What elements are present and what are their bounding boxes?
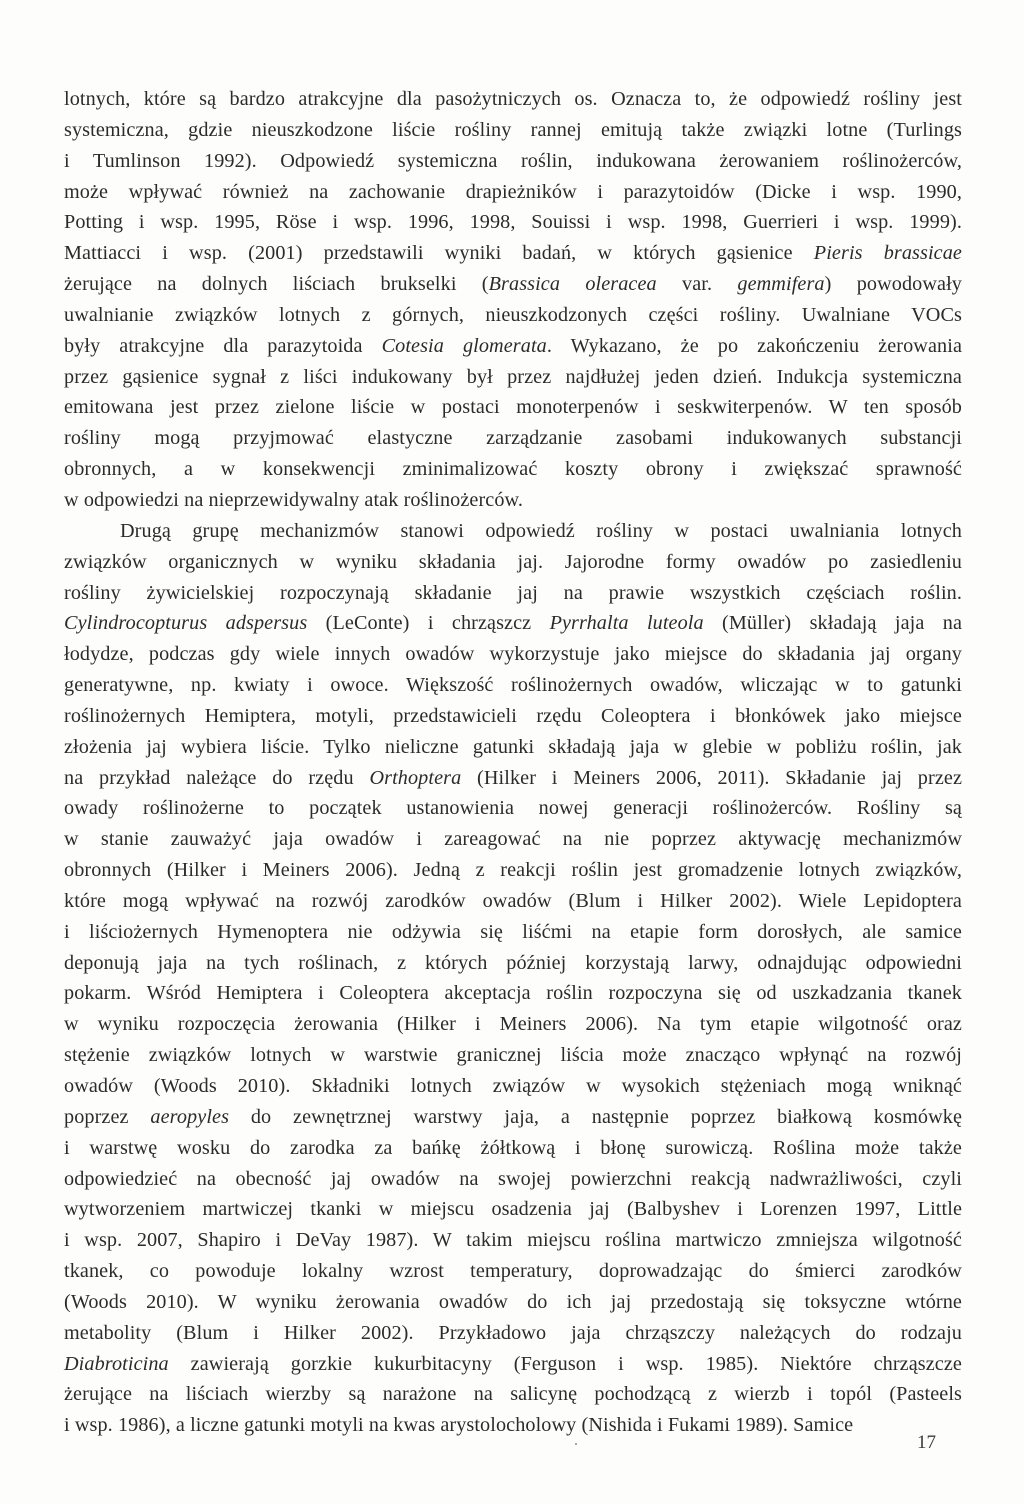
text-run: (LeConte) i chrząszcz xyxy=(307,612,550,635)
text-run: (Hilker i Meiners 2006, 2011). Składanie jaj przez xyxy=(461,766,962,789)
text-line xyxy=(64,300,962,331)
text-line xyxy=(64,454,962,485)
italic-term: Cylindrocopturus adspersus xyxy=(64,612,308,635)
text-run: obronnych, a w konsekwencji zminimalizować koszty obrony i zwiększać sprawność xyxy=(64,458,962,481)
text-line xyxy=(64,1349,962,1380)
text-run: generatywne, np. kwiaty i owoce. Większość roślinożernych owadów, wliczając w to gatunki xyxy=(64,674,962,697)
text-run: związków organicznych w wyniku składania jaj. Jajorodne formy owadów po zasiedleniu xyxy=(64,550,962,573)
italic-term: Pyrrhalta luteola xyxy=(549,612,704,635)
text-run: rośliny żywicielskiej rozpoczynają składanie jaj na prawie wszystkich częściach roślin. xyxy=(64,581,962,604)
text-run: poprzez xyxy=(64,1105,151,1128)
text-line xyxy=(64,392,962,423)
text-line xyxy=(64,84,962,115)
text-run: w stanie zauważyć jaja owadów i zareagować na nie poprzez aktywację mechanizmów xyxy=(64,828,962,851)
text-line xyxy=(64,269,962,300)
italic-term: aeropyles xyxy=(150,1105,230,1128)
text-line xyxy=(64,1287,962,1318)
text-line xyxy=(64,516,962,547)
text-run: w wyniku rozpoczęcia żerowania (Hilker i Meiners 2006). Na tym etapie wilgotność oraz xyxy=(64,1013,962,1036)
text-line xyxy=(64,1318,962,1349)
text-run: metabolity (Blum i Hilker 2002). Przykładowo jaja chrząszczy należących do rodzaju xyxy=(64,1321,962,1344)
text-line xyxy=(64,1225,962,1256)
text-line xyxy=(64,238,962,269)
text-run: na przykład należące do rzędu xyxy=(64,766,370,789)
text-run: stężenie związków lotnych w warstwie granicznej liścia może znacząco wpłynąć na rozwój xyxy=(64,1044,962,1067)
text-line xyxy=(64,485,962,516)
stray-dot xyxy=(575,1443,577,1445)
text-run: które mogą wpływać na rozwój zarodków owadów (Blum i Hilker 2002). Wiele Lepidoptera xyxy=(64,889,962,912)
text-line xyxy=(64,1009,962,1040)
italic-term: Orthoptera xyxy=(369,766,462,789)
text-run: może wpływać również na zachowanie drapieżników i parazytoidów (Dicke i wsp. 1990, xyxy=(64,180,962,203)
italic-term: gemmifera xyxy=(737,273,825,296)
text-run: systemiczna, gdzie nieuszkodzone liście rośliny rannej emitują także związki lotne (Turlings xyxy=(64,118,962,141)
text-line xyxy=(64,362,962,393)
text-run: odpowiedzieć na obecność jaj owadów na swojej powierzchni reakcją nadwrażliwości, czyli xyxy=(64,1167,962,1190)
text-run: łodydze, podczas gdy wiele innych owadów wykorzystuje jako miejsce do składania jaj organy xyxy=(64,643,962,666)
text-run: tkanek, co powoduje lokalny wzrost temperatury, doprowadzając do śmierci zarodków xyxy=(64,1260,962,1283)
text-run: Mattiacci i wsp. (2001) przedstawili wyniki badań, w których gąsienice xyxy=(64,242,814,265)
text-line xyxy=(64,1133,962,1164)
text-run: złożenia jaj wybiera liście. Tylko nieliczne gatunki składają jaja w glebie w pobliżu roślin, jak xyxy=(64,735,962,758)
text-run: obronnych (Hilker i Meiners 2006). Jedną z reakcji roślin jest gromadzenie lotnych związków, xyxy=(64,859,962,882)
paragraph-1 xyxy=(64,84,962,516)
text-line xyxy=(64,732,962,763)
text-line xyxy=(64,670,962,701)
text-line xyxy=(64,1164,962,1195)
text-line xyxy=(64,639,962,670)
italic-term: Brassica oleracea xyxy=(488,273,657,296)
italic-term: Cotesia glomerata xyxy=(381,334,547,357)
text-run: i wsp. 2007, Shapiro i DeVay 1987). W takim miejscu roślina martwiczo zmniejsza wilgotność xyxy=(64,1229,962,1252)
text-run: deponują jaja na tych roślinach, z których później korzystają larwy, odnajdując odpowiedni xyxy=(64,951,962,974)
text-run: owady roślinożerne to początek ustanowienia nowej generacji roślinożerców. Rośliny są xyxy=(64,797,962,820)
text-run: i warstwę wosku do zarodka za bańkę żółtkową i błonę surowiczą. Roślina może także xyxy=(64,1136,962,1159)
italic-term: Diabroticina xyxy=(64,1352,169,1375)
text-line xyxy=(64,177,962,208)
text-run: rośliny mogą przyjmować elastyczne zarządzanie zasobami indukowanych substancji xyxy=(64,427,962,450)
text-run: w odpowiedzi na nieprzewidywalny atak roślinożerców. xyxy=(64,488,524,511)
text-line xyxy=(64,917,962,948)
text-run: zawierają gorzkie kukurbitacyny (Ferguson i wsp. 1985). Niektóre chrząszcze xyxy=(168,1352,962,1375)
text-line xyxy=(64,886,962,917)
text-line xyxy=(64,146,962,177)
text-line xyxy=(64,115,962,146)
text-run: i Tumlinson 1992). Odpowiedź systemiczna roślin, indukowana żerowaniem roślinożerców, xyxy=(64,149,962,172)
text-line xyxy=(64,763,962,794)
text-run: . Wykazano, że po zakończeniu żerowania xyxy=(546,334,963,357)
text-line xyxy=(64,824,962,855)
text-run: roślinożernych Hemiptera, motyli, przedstawicieli rzędu Coleoptera i błonkówek jako miejsce xyxy=(64,704,962,727)
text-line xyxy=(64,608,962,639)
text-run: ) powodowały xyxy=(824,273,962,296)
text-run: emitowana jest przez zielone liście w postaci monoterpenów i seskwiterpenów. W ten sposób xyxy=(64,396,962,419)
text-run: do zewnętrznej warstwy jaja, a następnie poprzez białkową kosmówkę xyxy=(229,1105,963,1128)
italic-term: Pieris brassicae xyxy=(813,242,962,265)
text-line xyxy=(64,793,962,824)
text-line xyxy=(64,1194,962,1225)
text-line xyxy=(64,701,962,732)
text-line xyxy=(64,855,962,886)
text-run: owadów (Woods 2010). Składniki lotnych związów w wysokich stężeniach mogą wniknąć xyxy=(64,1075,962,1097)
text-line xyxy=(64,978,962,1009)
text-line xyxy=(64,578,962,609)
text-run: wytworzeniem martwiczej tkanki w miejscu osadzenia jaj (Balbyshev i Lorenzen 1997, Little xyxy=(64,1198,962,1221)
text-line xyxy=(64,1256,962,1287)
text-run: (Müller) składają jaja na xyxy=(703,612,963,635)
text-line xyxy=(64,331,962,362)
text-run: i liściożernych Hymenoptera nie odżywia się liśćmi na etapie form dorosłych, ale samice xyxy=(64,920,962,943)
text-line xyxy=(64,1379,962,1410)
body-text xyxy=(64,84,962,1441)
text-line xyxy=(64,423,962,454)
text-run: i wsp. 1986), a liczne gatunki motyli na kwas arystolocholowy (Nishida i Fukami 1989). Samice xyxy=(64,1414,854,1437)
text-run: żerujące na liściach wierzby są narażone na salicynę pochodzącą z wierzb i topól (Pasteels xyxy=(64,1383,962,1406)
text-line xyxy=(64,547,962,578)
text-run: żerujące na dolnych liściach brukselki ( xyxy=(64,273,489,296)
text-run: lotnych, które są bardzo atrakcyjne dla pasożytniczych os. Oznacza to, że odpowiedź rośliny jest xyxy=(64,88,962,110)
text-line xyxy=(64,948,962,979)
text-line xyxy=(64,1071,962,1102)
text-run: Drugą grupę mechanizmów stanowi odpowiedź rośliny w postaci uwalniania lotnych xyxy=(120,519,962,542)
text-run: (Woods 2010). W wyniku żerowania owadów do ich jaj przedostają się toksyczne wtórne xyxy=(64,1290,962,1313)
text-line xyxy=(64,1102,962,1133)
paragraph-2 xyxy=(64,516,962,1441)
text-run: przez gąsienice sygnał z liści indukowany był przez najdłużej jeden dzień. Indukcja systemiczna xyxy=(64,365,962,388)
text-run: pokarm. Wśród Hemiptera i Coleoptera akceptacja roślin rozpoczyna się od uszkadzania tkanek xyxy=(64,982,962,1005)
text-run: były atrakcyjne dla parazytoida xyxy=(64,334,382,357)
text-line xyxy=(64,207,962,238)
text-run: Potting i wsp. 1995, Röse i wsp. 1996, 1998, Souissi i wsp. 1998, Guerrieri i wsp. 1999). xyxy=(64,211,962,234)
page-number: 17 xyxy=(917,1432,936,1453)
text-line xyxy=(64,1410,962,1441)
text-line xyxy=(64,1040,962,1071)
text-run: var. xyxy=(656,273,738,296)
text-run: uwalnianie związków lotnych z górnych, nieuszkodzonych części rośliny. Uwalniane VOCs xyxy=(64,303,962,326)
